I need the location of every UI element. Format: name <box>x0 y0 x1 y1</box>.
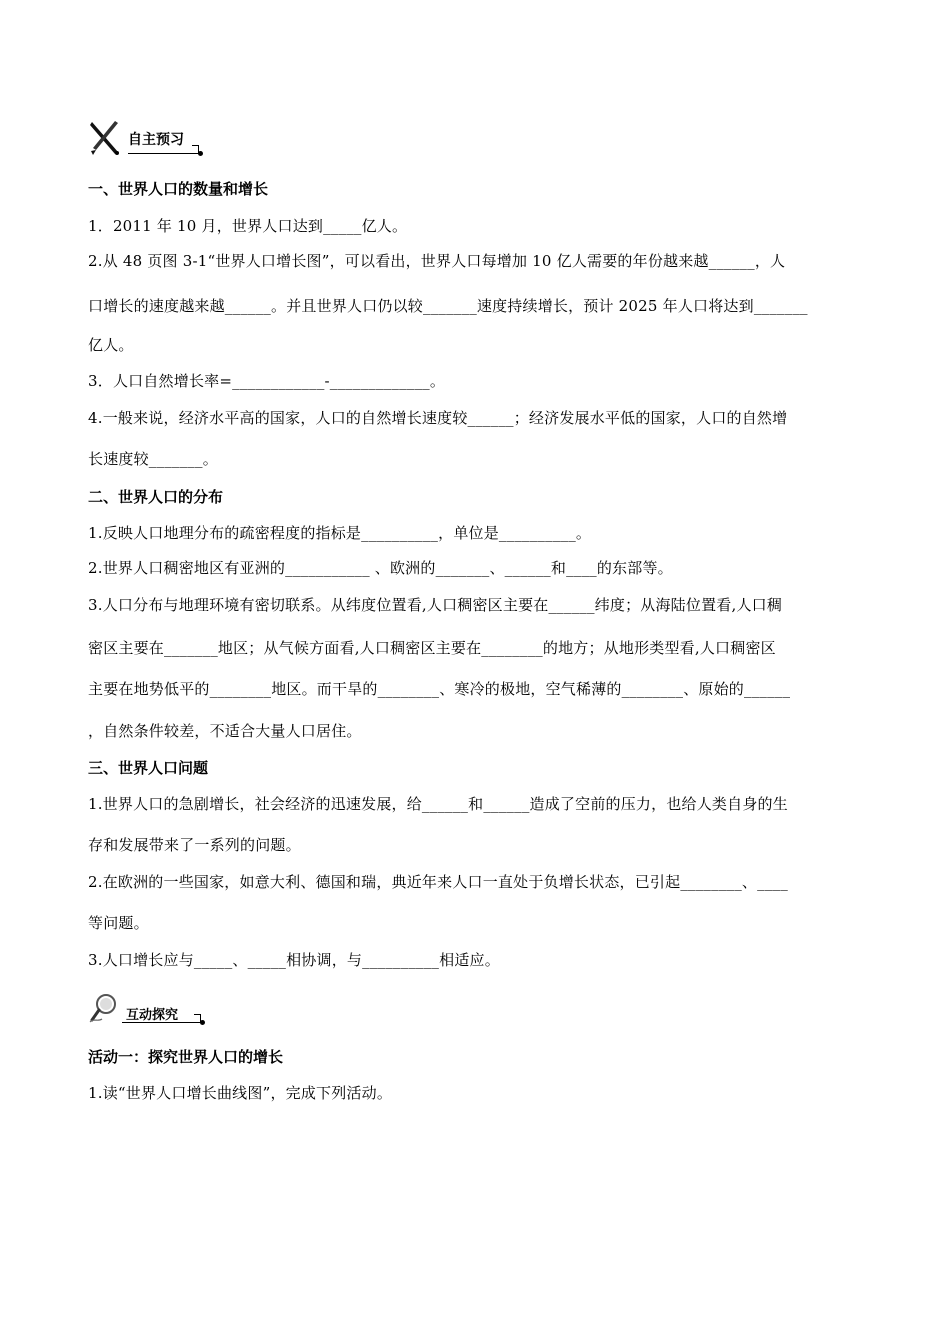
question-line: 1．2011 年 10 月，世界人口达到_____亿人。 <box>88 217 408 235</box>
question-line: 3.人口分布与地理环境有密切联系。从纬度位置看,人口稠密区主要在______纬度；从海陆位置看,人口稠 <box>88 596 783 614</box>
banner-dot <box>200 1020 205 1025</box>
question-line: 主要在地势低平的________地区。而干旱的________、寒冷的极地，空气稀薄的________、原始的______ <box>88 680 791 698</box>
banner-title: 自主预习 <box>128 132 184 148</box>
magnifier-icon <box>88 992 124 1026</box>
activity-heading: 活动一：探究世界人口的增长 <box>88 1048 284 1066</box>
question-line: 长速度较_______。 <box>88 450 218 468</box>
question-line: 密区主要在_______地区；从气候方面看,人口稠密区主要在________的地方；从地形类型看,人口稠密区 <box>88 639 776 657</box>
self-study-banner <box>88 118 228 158</box>
question-line: 2.从 48 页图 3-1“世界人口增长图”，可以看出，世界人口每增加 10 亿人需要的年份越来越______，人 <box>88 252 786 270</box>
question-line: 亿人。 <box>88 336 134 354</box>
question-line: 口增长的速度越来越______。并且世界人口仍以较_______速度持续增长，预计 2025 年人口将达到_______ <box>88 297 808 315</box>
banner-title: 互动探究 <box>126 1008 179 1023</box>
question-line: 2.在欧洲的一些国家，如意大利、德国和瑞，典近年来人口一直处于负增长状态，已引起________、____ <box>88 873 788 891</box>
question-line: 1.反映人口地理分布的疏密程度的指标是__________，单位是__________。 <box>88 524 592 542</box>
question-line: ，自然条件较差，不适合大量人口居住。 <box>88 722 362 740</box>
interactive-inquiry-banner <box>88 990 228 1030</box>
question-line: 1.世界人口的急剧增长，社会经济的迅速发展，给______和______造成了空前的压力，也给人类自身的生 <box>88 795 788 813</box>
section-heading-population-problems: 三、世界人口问题 <box>88 759 209 777</box>
banner-dot <box>198 151 203 156</box>
question-line: 1.读“世界人口增长曲线图”，完成下列活动。 <box>88 1084 393 1102</box>
section-heading-population-growth: 一、世界人口的数量和增长 <box>88 180 269 198</box>
question-line: 3.人口增长应与_____、_____相协调，与__________相适应。 <box>88 951 500 969</box>
section-heading-population-distribution: 二、世界人口的分布 <box>88 488 224 506</box>
banner-underline <box>122 1022 202 1023</box>
banner-underline <box>128 153 200 154</box>
question-line: 等问题。 <box>88 914 149 932</box>
crossed-pens-icon <box>88 120 122 156</box>
question-line: 存和发展带来了一系列的问题。 <box>88 836 301 854</box>
question-line: 2.世界人口稠密地区有亚洲的___________ 、欧洲的_______、______和____的东部等。 <box>88 559 673 577</box>
question-line: 3．人口自然增长率=____________-_____________。 <box>88 372 446 390</box>
question-line: 4.一般来说，经济水平高的国家，人口的自然增长速度较______；经济发展水平低的国家，人口的自然增 <box>88 409 788 427</box>
